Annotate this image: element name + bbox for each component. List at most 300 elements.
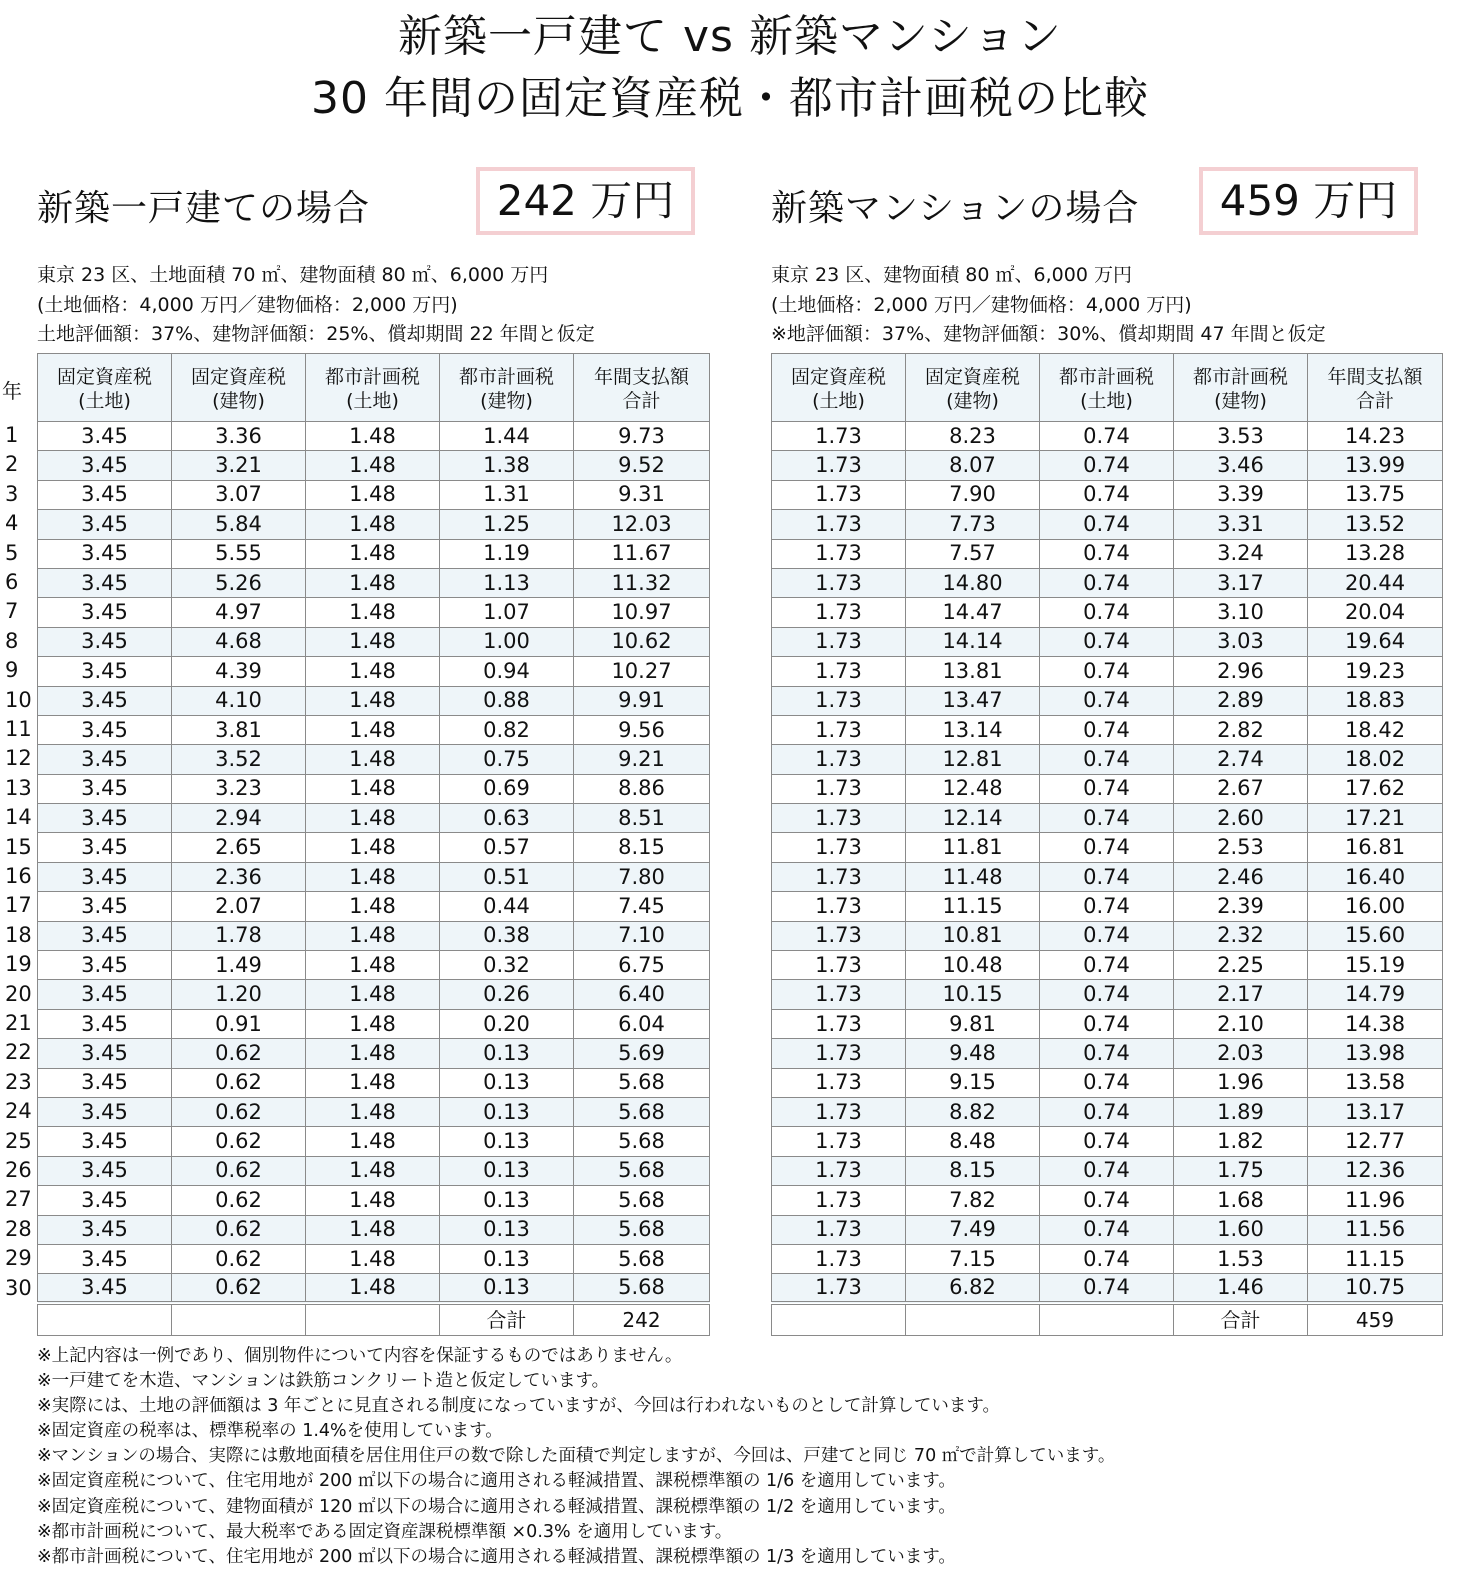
table-row [772,715,1443,744]
condo-conditions [771,261,1326,350]
table-cell: 0.74 [1040,451,1174,480]
table-cell: 3.10 [1174,598,1308,627]
table-cell: 1.73 [772,1039,906,1068]
table-cell: 1.73 [772,539,906,568]
condo-section-heading: 新築マンションの場合 [771,188,1140,229]
table-row [38,804,710,833]
table-cell: 14.23 [1308,422,1443,451]
table-cell: 0.94 [440,657,574,686]
table-cell: 1.48 [306,833,440,862]
table-cell: 10.81 [906,921,1040,950]
table-cell: 4.10 [172,686,306,715]
footnote-line: ※上記内容は一例であり、個別物件について内容を保証するものではありません。 [37,1346,683,1366]
table-cell: 0.74 [1040,715,1174,744]
table-cell: 0.63 [440,804,574,833]
table-row [772,686,1443,715]
table-cell: 12.81 [906,745,1040,774]
table-cell: 11.56 [1308,1215,1443,1244]
table-cell: 3.45 [38,1009,172,1038]
table-cell: 3.45 [38,921,172,950]
table-cell: 0.13 [440,1244,574,1273]
table-cell: 1.49 [172,951,306,980]
header-fixed-asset-land: 固定資産税 (土地) [38,354,172,422]
table-cell: 10.27 [574,657,710,686]
table-cell: 12.14 [906,804,1040,833]
table-cell: 1.73 [772,686,906,715]
year-label: 29 [5,1246,32,1271]
footnotes [37,1344,1115,1570]
table-cell: 10.97 [574,598,710,627]
table-cell: 0.74 [1040,568,1174,597]
table-cell: 1.73 [772,833,906,862]
table-cell: 1.48 [306,980,440,1009]
table-cell: 0.74 [1040,510,1174,539]
table-cell: 3.45 [38,892,172,921]
table-row [772,451,1443,480]
table-cell: 1.73 [772,774,906,803]
table-cell: 1.73 [772,510,906,539]
table-cell: 6.75 [574,951,710,980]
table-cell: 7.80 [574,862,710,891]
condo-condition-line: 東京 23 区、建物面積 80 ㎡、6,000 万円 [771,264,1132,286]
table-cell: 0.74 [1040,1097,1174,1126]
footnote-line: ※固定資産の税率は、標準税率の 1.4%を使用しています。 [37,1421,503,1442]
table-cell: 1.53 [1174,1244,1308,1273]
table-cell: 1.00 [440,627,574,656]
page-title-line-1: 新築一戸建て vs 新築マンション [398,11,1062,62]
table-row [38,686,710,715]
table-cell: 11.67 [574,539,710,568]
table-header-row [38,354,710,422]
table-cell: 18.02 [1308,745,1443,774]
table-cell: 9.91 [574,686,710,715]
table-row [772,833,1443,862]
table-cell: 8.15 [906,1156,1040,1185]
table-row [772,774,1443,803]
table-row [772,1244,1443,1273]
table-row [772,539,1443,568]
table-cell: 14.38 [1308,1009,1443,1038]
table-cell: 1.48 [306,921,440,950]
table-cell: 1.73 [772,657,906,686]
table-cell: 10.48 [906,951,1040,980]
year-label: 10 [5,687,32,712]
table-row [38,1186,710,1215]
table-cell: 18.42 [1308,715,1443,744]
year-label: 9 [5,658,19,683]
table-cell: 3.81 [172,715,306,744]
table-cell: 1.07 [440,598,574,627]
table-cell: 1.73 [772,921,906,950]
table-cell: 0.57 [440,833,574,862]
table-cell: 5.68 [574,1127,710,1156]
table-cell: 5.68 [574,1156,710,1185]
table-row [38,1156,710,1185]
year-header: 年 [2,379,22,403]
table-cell: 1.73 [772,422,906,451]
table-cell: 2.03 [1174,1039,1308,1068]
table-cell: 0.74 [1040,862,1174,891]
table-row [772,627,1443,656]
table-cell: 0.74 [1040,657,1174,686]
table-cell: 3.23 [172,774,306,803]
footnote-line: ※固定資産税について、建物面積が 120 ㎡以下の場合に適用される軽減措置、課税標準額の 1/2 を適用しています。 [37,1496,956,1517]
house-condition-line: 土地評価額：37%、建物評価額：25%、償却期間 22 年間と仮定 [37,323,595,345]
table-cell: 1.48 [306,451,440,480]
table-total-row [772,1303,1443,1336]
table-cell: 0.62 [172,1039,306,1068]
table-cell: 2.65 [172,833,306,862]
table-row [38,480,710,509]
house-section-heading: 新築一戸建ての場合 [37,188,371,229]
table-cell: 1.73 [772,892,906,921]
table-row [772,1068,1443,1097]
year-label: 14 [5,805,32,830]
table-cell: 1.46 [1174,1274,1308,1304]
table-cell: 1.48 [306,539,440,568]
table-cell: 11.32 [574,568,710,597]
table-cell: 2.32 [1174,921,1308,950]
table-row [38,627,710,656]
table-cell: 3.45 [38,539,172,568]
table-cell: 1.48 [306,892,440,921]
year-label: 3 [5,481,19,506]
table-cell: 10.62 [574,627,710,656]
table-cell: 0.13 [440,1186,574,1215]
header-city-planning-building: 都市計画税 (建物) [440,354,574,422]
table-cell: 1.48 [306,1215,440,1244]
table-cell: 0.62 [172,1186,306,1215]
table-cell: 1.48 [306,715,440,744]
table-cell: 1.73 [772,480,906,509]
table-cell: 3.45 [38,715,172,744]
table-row [38,598,710,627]
table-cell: 1.73 [772,980,906,1009]
table-cell: 11.81 [906,833,1040,862]
table-cell: 13.47 [906,686,1040,715]
footnote-line: ※固定資産税について、住宅用地が 200 ㎡以下の場合に適用される軽減措置、課税標準額の 1/6 を適用しています。 [37,1471,956,1492]
table-cell: 7.90 [906,480,1040,509]
table-row [38,921,710,950]
table-cell: 0.69 [440,774,574,803]
table-cell: 4.97 [172,598,306,627]
total-value: 242 [574,1303,710,1336]
table-cell: 16.00 [1308,892,1443,921]
table-cell: 0.26 [440,980,574,1009]
table-row [772,510,1443,539]
table-cell: 3.45 [38,686,172,715]
table-cell: 12.36 [1308,1156,1443,1185]
table-cell: 0.91 [172,1009,306,1038]
table-cell: 13.98 [1308,1039,1443,1068]
table-cell: 5.26 [172,568,306,597]
table-cell: 7.82 [906,1186,1040,1215]
table-cell: 5.84 [172,510,306,539]
table-cell: 8.51 [574,804,710,833]
table-cell: 1.38 [440,451,574,480]
table-cell: 3.45 [38,804,172,833]
table-row [772,1009,1443,1038]
table-row [38,1274,710,1304]
table-cell: 1.48 [306,1068,440,1097]
table-cell: 0.74 [1040,1274,1174,1304]
year-label: 12 [5,746,32,771]
house-conditions [37,261,595,350]
table-row [38,657,710,686]
table-cell: 0.13 [440,1039,574,1068]
condo-condition-line: (土地価格：2,000 万円／建物価格：4,000 万円) [771,293,1192,316]
table-row [772,422,1443,451]
table-cell: 3.52 [172,745,306,774]
table-row [38,951,710,980]
table-cell: 13.81 [906,657,1040,686]
table-cell: 12.77 [1308,1127,1443,1156]
table-cell: 8.07 [906,451,1040,480]
table-cell: 7.15 [906,1244,1040,1273]
table-cell: 0.74 [1040,1039,1174,1068]
table-cell: 1.48 [306,1186,440,1215]
table-cell: 0.74 [1040,1244,1174,1273]
table-row [38,715,710,744]
table-cell: 0.74 [1040,892,1174,921]
table-cell: 5.68 [574,1274,710,1304]
table-cell: 0.13 [440,1097,574,1126]
header-city-planning-building: 都市計画税 (建物) [1174,354,1308,422]
table-row [772,892,1443,921]
table-cell: 0.74 [1040,686,1174,715]
table-cell: 9.15 [906,1068,1040,1097]
empty-cell [172,1303,306,1336]
table-cell: 0.74 [1040,1156,1174,1185]
table-cell: 0.74 [1040,921,1174,950]
house-tax-table [37,353,710,1336]
year-label: 15 [5,834,32,859]
table-cell: 0.13 [440,1156,574,1185]
year-label: 7 [5,599,19,624]
table-cell: 3.45 [38,774,172,803]
year-label: 8 [5,628,19,653]
table-cell: 11.96 [1308,1186,1443,1215]
table-cell: 9.31 [574,480,710,509]
year-label: 4 [5,511,19,536]
table-cell: 1.48 [306,510,440,539]
table-cell: 3.45 [38,657,172,686]
house-total-badge: 242 万円 [476,167,695,235]
year-label: 17 [5,893,32,918]
footnote-line: ※一戸建てを木造、マンションは鉄筋コンクリート造と仮定しています。 [37,1371,610,1392]
table-cell: 13.99 [1308,451,1443,480]
year-label: 11 [5,717,32,741]
table-cell: 8.15 [574,833,710,862]
table-cell: 3.45 [38,568,172,597]
table-cell: 8.82 [906,1097,1040,1126]
table-row [38,774,710,803]
table-cell: 3.45 [38,598,172,627]
table-row [38,980,710,1009]
table-cell: 3.31 [1174,510,1308,539]
table-row [38,1039,710,1068]
table-row [772,1039,1443,1068]
year-label: 20 [5,981,32,1006]
year-label: 18 [5,922,32,947]
empty-cell [772,1303,906,1336]
table-cell: 13.58 [1308,1068,1443,1097]
table-cell: 3.45 [38,451,172,480]
table-cell: 5.55 [172,539,306,568]
header-fixed-asset-building: 固定資産税 (建物) [906,354,1040,422]
table-cell: 17.21 [1308,804,1443,833]
table-cell: 5.68 [574,1068,710,1097]
table-cell: 13.75 [1308,480,1443,509]
table-cell: 10.75 [1308,1274,1443,1304]
table-cell: 1.48 [306,422,440,451]
table-cell: 1.48 [306,598,440,627]
table-cell: 3.36 [172,422,306,451]
footnote-line: ※都市計画税について、住宅用地が 200 ㎡以下の場合に適用される軽減措置、課税標準額の 1/3 を適用しています。 [37,1546,956,1567]
table-cell: 1.48 [306,862,440,891]
table-row [772,1097,1443,1126]
table-cell: 1.73 [772,804,906,833]
table-cell: 2.10 [1174,1009,1308,1038]
table-cell: 2.74 [1174,745,1308,774]
table-cell: 1.48 [306,627,440,656]
condo-total-badge: 459 万円 [1199,167,1418,235]
year-label: 27 [5,1187,32,1212]
table-cell: 2.67 [1174,774,1308,803]
table-cell: 14.79 [1308,980,1443,1009]
table-cell: 0.74 [1040,1127,1174,1156]
table-cell: 0.74 [1040,745,1174,774]
table-cell: 2.53 [1174,833,1308,862]
table-cell: 18.83 [1308,686,1443,715]
table-cell: 15.60 [1308,921,1443,950]
table-cell: 1.73 [772,598,906,627]
table-cell: 2.82 [1174,715,1308,744]
table-cell: 3.45 [38,833,172,862]
table-cell: 2.39 [1174,892,1308,921]
header-annual-total: 年間支払額 合計 [1308,354,1443,422]
house-condition-line: (土地価格：4,000 万円／建物価格：2,000 万円) [37,293,458,316]
table-cell: 7.10 [574,921,710,950]
table-cell: 7.49 [906,1215,1040,1244]
table-cell: 3.45 [38,1127,172,1156]
table-cell: 1.73 [772,715,906,744]
table-cell: 0.74 [1040,480,1174,509]
table-cell: 3.45 [38,1156,172,1185]
table-cell: 9.48 [906,1039,1040,1068]
table-cell: 1.44 [440,422,574,451]
table-row [772,745,1443,774]
table-cell: 0.13 [440,1127,574,1156]
table-cell: 1.20 [172,980,306,1009]
table-cell: 0.74 [1040,1009,1174,1038]
table-cell: 0.51 [440,862,574,891]
condo-tax-table [771,353,1443,1336]
table-cell: 11.48 [906,862,1040,891]
table-row [38,1068,710,1097]
table-cell: 1.73 [772,568,906,597]
table-cell: 11.15 [1308,1244,1443,1273]
table-cell: 1.48 [306,1097,440,1126]
table-cell: 1.48 [306,745,440,774]
table-cell: 3.03 [1174,627,1308,656]
table-cell: 1.48 [306,774,440,803]
table-cell: 14.47 [906,598,1040,627]
table-cell: 11.15 [906,892,1040,921]
year-label: 5 [5,540,19,565]
table-cell: 3.07 [172,480,306,509]
table-row [772,804,1443,833]
table-cell: 1.73 [772,1244,906,1273]
table-cell: 1.48 [306,1039,440,1068]
table-cell: 0.62 [172,1127,306,1156]
table-cell: 0.62 [172,1156,306,1185]
year-label: 30 [5,1275,32,1300]
table-cell: 0.74 [1040,627,1174,656]
table-cell: 1.73 [772,745,906,774]
year-label: 21 [5,1011,32,1035]
table-row [772,598,1443,627]
header-fixed-asset-land: 固定資産税 (土地) [772,354,906,422]
table-cell: 1.48 [306,657,440,686]
table-cell: 1.48 [306,480,440,509]
table-cell: 0.38 [440,921,574,950]
table-cell: 1.48 [306,1274,440,1304]
table-cell: 3.45 [38,510,172,539]
table-cell: 2.94 [172,804,306,833]
table-row [772,657,1443,686]
footnote-line: ※マンションの場合、実際には敷地面積を居住用住戸の数で除した面積で判定しますが、今回は、戸建てと同じ 70 ㎡で計算しています。 [37,1446,1116,1467]
table-cell: 3.53 [1174,422,1308,451]
table-cell: 1.68 [1174,1186,1308,1215]
total-label: 合計 [1174,1303,1308,1336]
table-cell: 0.62 [172,1068,306,1097]
year-label: 1 [5,423,19,447]
table-cell: 1.48 [306,1127,440,1156]
year-label: 19 [5,952,32,977]
table-cell: 1.73 [772,627,906,656]
table-cell: 1.48 [306,686,440,715]
table-cell: 2.46 [1174,862,1308,891]
table-total-row [38,1303,710,1336]
table-cell: 16.40 [1308,862,1443,891]
year-label: 6 [5,570,19,594]
table-cell: 3.45 [38,1186,172,1215]
table-row [772,980,1443,1009]
table-cell: 7.45 [574,892,710,921]
table-cell: 4.39 [172,657,306,686]
table-header-row [772,354,1443,422]
table-row [772,568,1443,597]
table-cell: 19.23 [1308,657,1443,686]
table-cell: 6.40 [574,980,710,1009]
header-annual-total: 年間支払額 合計 [574,354,710,422]
table-cell: 13.17 [1308,1097,1443,1126]
table-row [772,862,1443,891]
table-cell: 2.60 [1174,804,1308,833]
table-row [772,480,1443,509]
total-value: 459 [1308,1303,1443,1336]
table-cell: 5.68 [574,1097,710,1126]
table-cell: 1.19 [440,539,574,568]
table-cell: 13.14 [906,715,1040,744]
table-cell: 3.24 [1174,539,1308,568]
table-cell: 9.56 [574,715,710,744]
table-cell: 1.73 [772,1009,906,1038]
table-cell: 1.48 [306,951,440,980]
table-cell: 5.69 [574,1039,710,1068]
table-cell: 14.80 [906,568,1040,597]
